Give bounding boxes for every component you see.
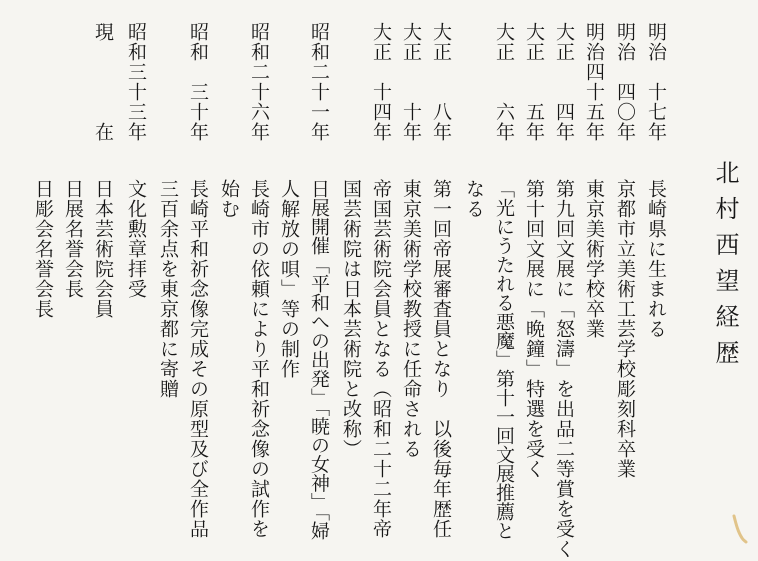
event-line: 東京美術学校卒業 (583, 179, 605, 339)
event-line-continued: 始む (218, 179, 240, 219)
date-era: 大正 (400, 22, 422, 62)
date-era: 明治 (614, 22, 636, 62)
date-era: 大正 (430, 22, 452, 62)
date-year: 二十六年 (248, 62, 270, 142)
date-year: 六年 (493, 102, 515, 142)
event-line: 第一回帝展審査員となり 以後毎年歴任 (430, 179, 452, 539)
date-era: 昭和 (308, 22, 330, 62)
date-year: 四年 (553, 102, 575, 142)
date-era: 大正 (523, 22, 545, 62)
event-line: 第十回文展に「晩鐘」特選を受く (523, 179, 545, 479)
date-era: 大正 (553, 22, 575, 62)
date-year: 十年 (400, 102, 422, 142)
event-line: 長崎平和祈念像完成その原型及び全作品 (187, 179, 209, 539)
event-line: 日展開催「平和への出発」「暁の女神」「婦 (308, 179, 330, 540)
date-year: 四十五年 (583, 62, 605, 142)
date-year: 四〇年 (614, 82, 636, 142)
date-year: 二十一年 (308, 62, 330, 142)
event-line: 日彫会名誉会長 (32, 179, 54, 319)
event-line-continued: なる (463, 179, 485, 219)
event-line: 長崎市の依頼により平和祈念像の試作を (248, 179, 270, 539)
date-era: 大正 (493, 22, 515, 62)
event-line: 日本芸術院会員 (92, 179, 114, 319)
date-era: 現 (92, 22, 114, 42)
paper-stain (726, 512, 750, 546)
event-line-continued: 三百余点を東京都に寄贈 (157, 179, 179, 399)
event-line-continued: 人解放の唄」等の制作 (278, 179, 300, 379)
date-year: 三十三年 (125, 62, 147, 142)
event-line: 日展名誉会長 (62, 179, 84, 299)
event-line: 京都市立美術工芸学校彫刻科卒業 (614, 179, 636, 479)
date-year: 三十年 (187, 82, 209, 142)
event-line: 帝国芸術院会員となる（昭和二十二年帝 (370, 179, 392, 539)
event-line: 東京美術学校教授に任命される (400, 179, 422, 459)
date-era: 明治 (583, 22, 605, 62)
event-line: 「光にうたれる悪魔」第十一回文展推薦と (493, 179, 515, 540)
date-year: 十七年 (645, 82, 667, 142)
event-line: 文化勲章拝受 (125, 179, 147, 299)
date-era: 明治 (645, 22, 667, 62)
date-year: 在 (92, 122, 114, 142)
date-year: 五年 (523, 102, 545, 142)
date-year: 八年 (430, 102, 452, 142)
date-era: 昭和 (125, 22, 147, 62)
date-era: 昭和 (248, 22, 270, 62)
event-line: 第九回文展に「怒濤」を出品二等賞を受く (553, 179, 575, 559)
event-line: 長崎県に生まれる (645, 179, 667, 339)
date-era: 大正 (370, 22, 392, 62)
event-line-continued: 国芸術院は日本芸術院と改称） (340, 179, 362, 459)
date-era: 昭和 (187, 22, 209, 62)
date-year: 十四年 (370, 82, 392, 142)
page-title: 北村西望経歴 (711, 160, 739, 376)
